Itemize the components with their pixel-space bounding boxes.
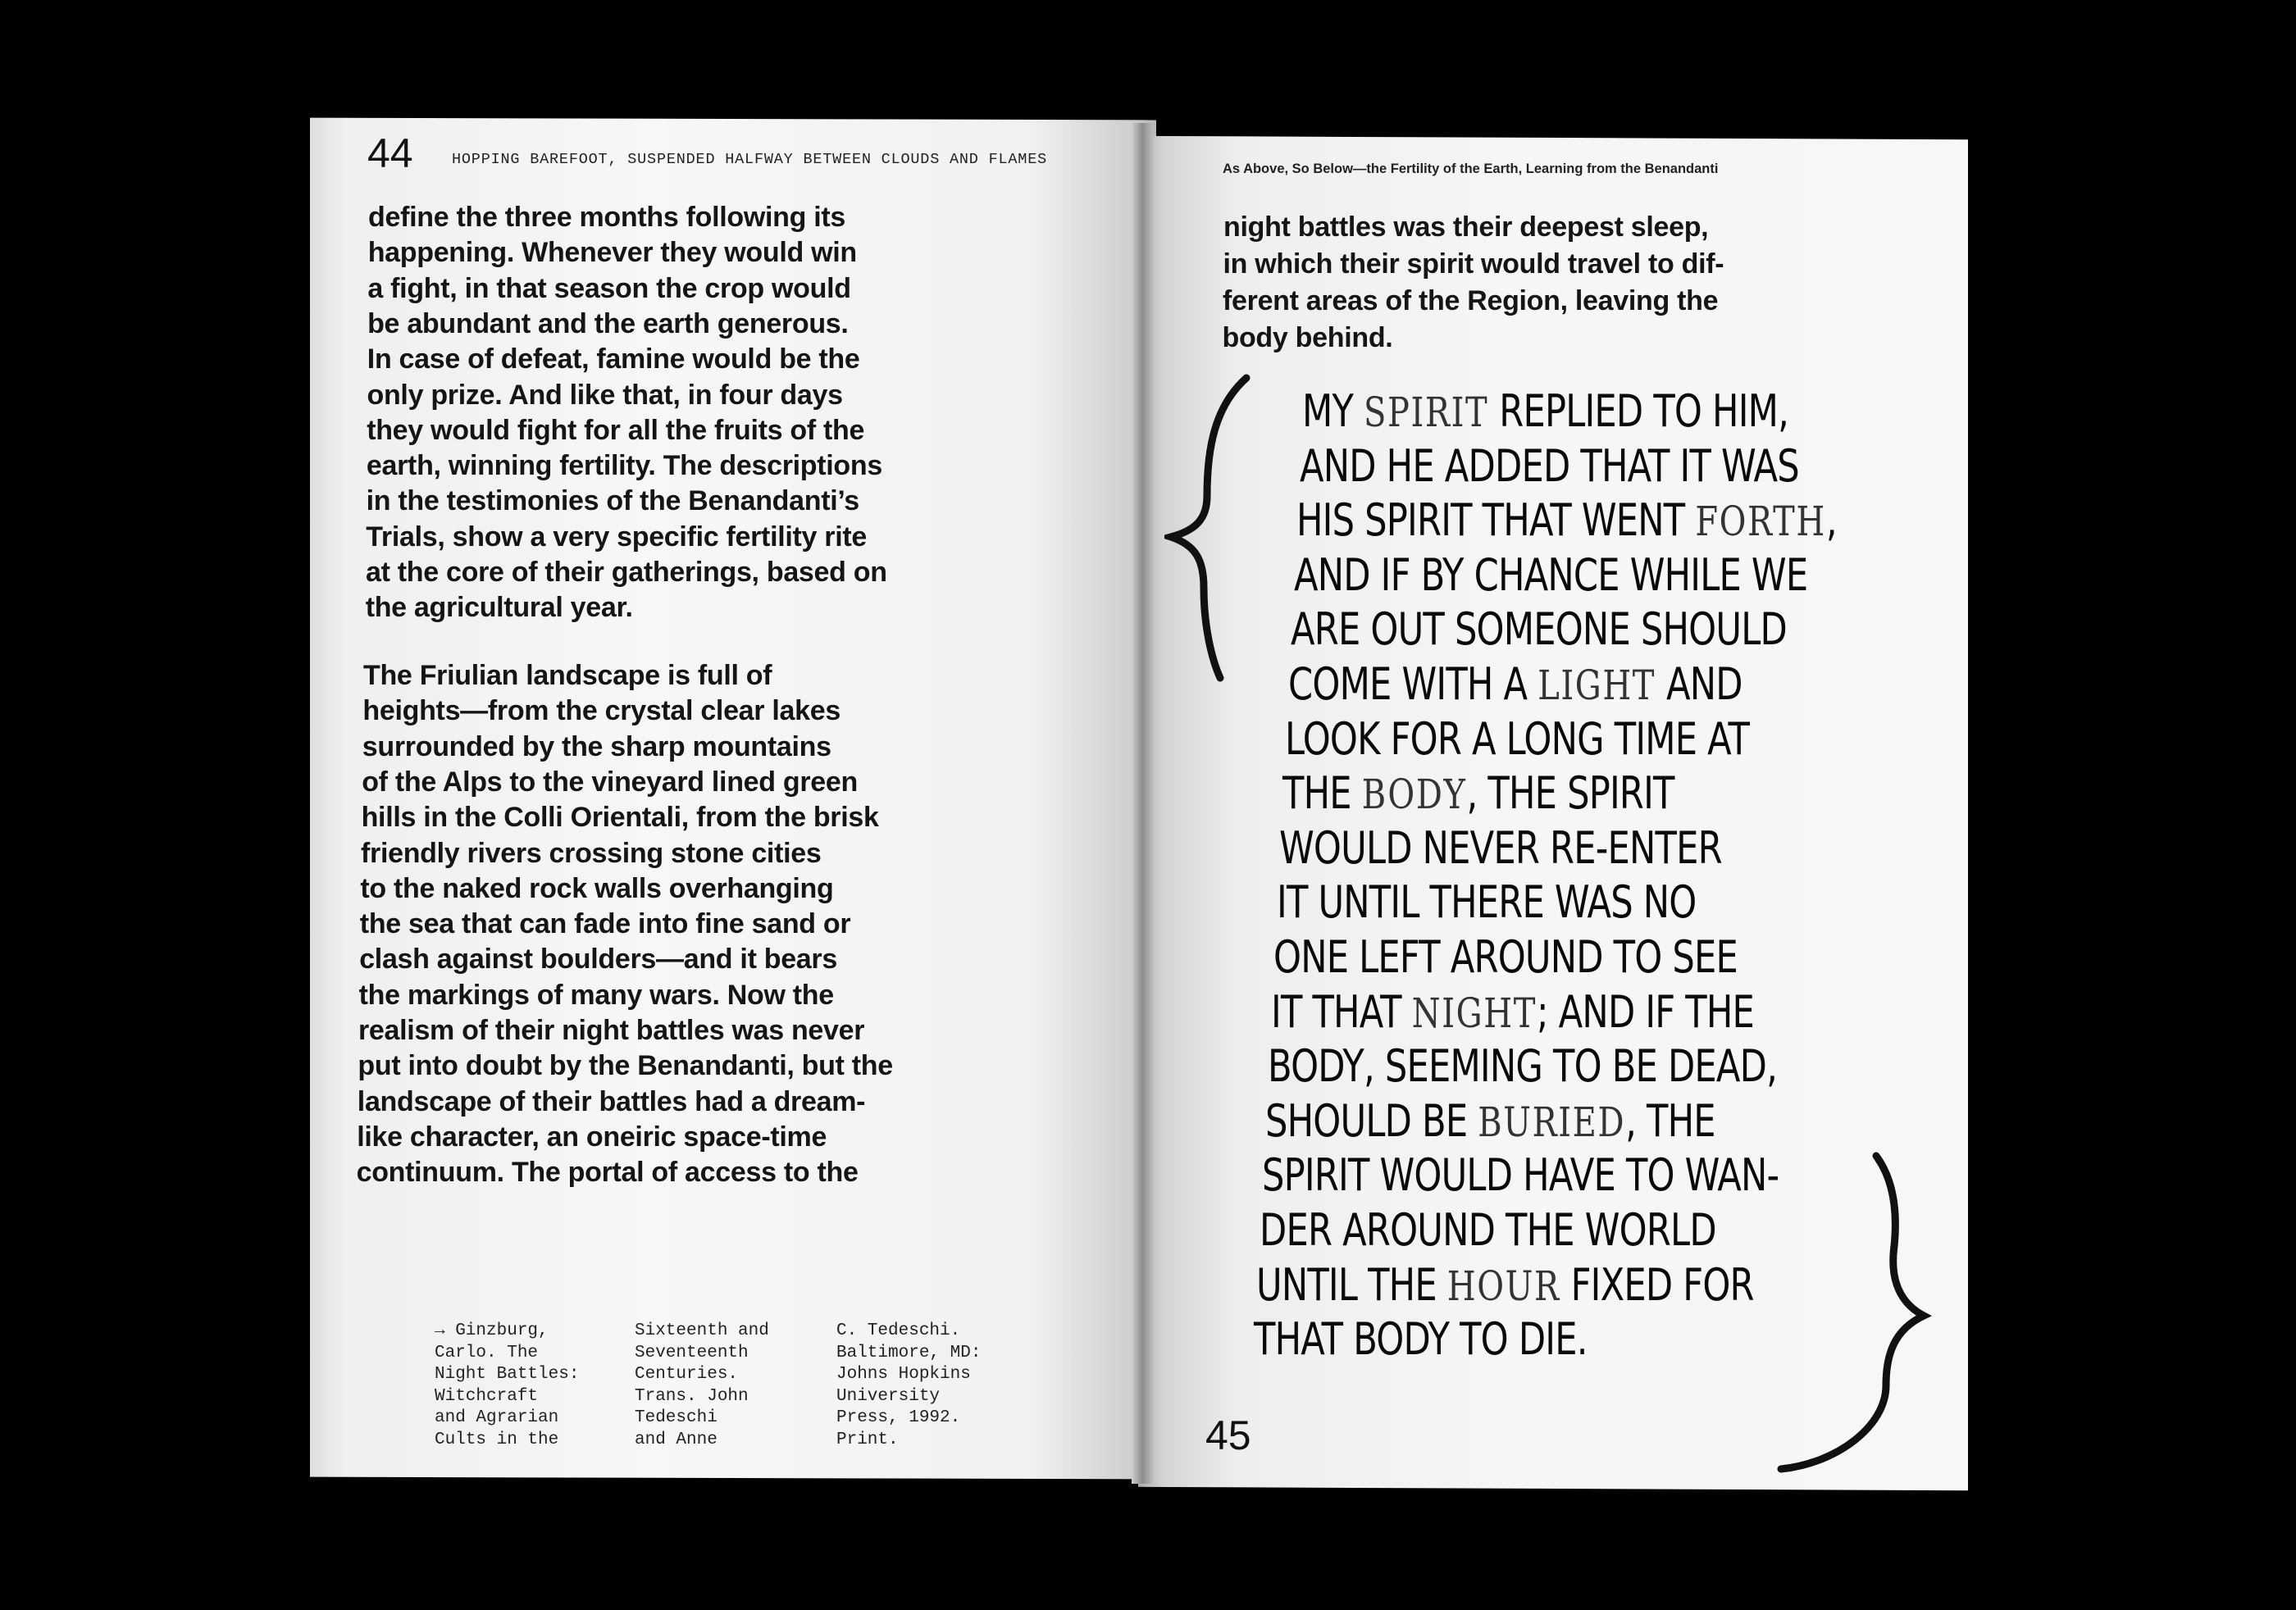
quote-line bbox=[1300, 440, 1799, 492]
text-line: earth, winning fertility. The descriptions bbox=[366, 450, 882, 482]
text-line: at the core of their gatherings, based on bbox=[366, 557, 887, 588]
quote-line bbox=[1285, 713, 1749, 765]
text-line: the sea that can fade into fine sand or bbox=[359, 908, 851, 940]
quote-line bbox=[1254, 1313, 1588, 1365]
quote-text: UNTIL THE bbox=[1256, 1258, 1447, 1311]
text-line: realism of their night battles was never bbox=[358, 1015, 865, 1046]
footnote-line: C. Tedeschi. bbox=[836, 1321, 961, 1340]
footnote-line: Baltimore, MD: bbox=[836, 1343, 982, 1362]
text-line: The Friulian landscape is full of bbox=[363, 660, 772, 691]
quote-emphasis: SPIRIT bbox=[1364, 389, 1489, 436]
quote-emphasis: FORTH bbox=[1695, 498, 1826, 546]
footnote-line: Seventeenth bbox=[635, 1343, 749, 1362]
quote-line bbox=[1282, 767, 1674, 819]
quote-line bbox=[1265, 1095, 1715, 1147]
text-line: continuum. The portal of access to the bbox=[356, 1157, 859, 1189]
quote-text: BODY, SEEMING TO BE DEAD, bbox=[1268, 1040, 1778, 1093]
footnote-line: and Anne bbox=[635, 1430, 718, 1449]
left-brace-icon bbox=[1164, 373, 1255, 684]
text-line: of the Alps to the vineyard lined green bbox=[362, 766, 858, 798]
footnote-line: University bbox=[836, 1386, 941, 1406]
footnote-line: Centuries. bbox=[635, 1365, 739, 1384]
text-line: like character, an oneiric space-time bbox=[357, 1121, 827, 1153]
footnote-line: Johns Hopkins bbox=[836, 1365, 971, 1384]
footnote-line: Night Battles: bbox=[435, 1365, 580, 1384]
quote-text: SHOULD BE bbox=[1264, 1094, 1478, 1147]
page-number-right: 45 bbox=[1205, 1412, 1251, 1458]
right-brace-icon bbox=[1771, 1148, 1943, 1476]
quote-text: AND bbox=[1655, 658, 1742, 710]
text-line: friendly rivers crossing stone cities bbox=[361, 837, 822, 869]
quote-text: , THE SPIRIT bbox=[1466, 767, 1674, 820]
text-line: heights—from the crystal clear lakes bbox=[362, 695, 840, 727]
text-line: be abundant and the earth generous. bbox=[367, 307, 849, 339]
quote-text: WOULD NEVER RE-ENTER bbox=[1279, 821, 1722, 874]
quote-text: ONE LEFT AROUND TO SEE bbox=[1273, 931, 1738, 983]
quote-line bbox=[1288, 658, 1742, 710]
quote-text: THAT BODY TO DIE. bbox=[1253, 1313, 1588, 1366]
quote-text: REPLIED TO HIM, bbox=[1488, 385, 1789, 437]
text-line: surrounded by the sharp mountains bbox=[362, 730, 831, 762]
footnote-line: Trans. John bbox=[635, 1386, 749, 1406]
quote-text: LOOK FOR A LONG TIME AT bbox=[1285, 712, 1750, 765]
footnote-line: Tedeschi bbox=[635, 1408, 718, 1427]
quote-text: , THE bbox=[1624, 1094, 1715, 1147]
quote-line bbox=[1296, 494, 1837, 546]
footnote-line: Press, 1992. bbox=[836, 1408, 961, 1427]
text-line: the agricultural year. bbox=[365, 592, 633, 624]
quote-line bbox=[1260, 1204, 1716, 1256]
quote-line bbox=[1256, 1259, 1754, 1311]
quote-line bbox=[1277, 876, 1697, 928]
footnote-line: Carlo. The bbox=[435, 1343, 539, 1362]
quote-line bbox=[1271, 986, 1754, 1038]
text-line: in which their spirit would travel to dif- bbox=[1223, 248, 1724, 280]
quote-text: IT THAT bbox=[1270, 985, 1412, 1038]
footnote-line: Cults in the bbox=[435, 1430, 559, 1449]
quote-text: AND IF BY CHANCE WHILE WE bbox=[1293, 548, 1807, 601]
running-head-left: HOPPING BAREFOOT, SUSPENDED HALFWAY BETWEEN CLOUDS AND FLAMES bbox=[452, 151, 1048, 168]
footnote-line: Print. bbox=[836, 1430, 899, 1449]
quote-line bbox=[1302, 385, 1788, 437]
quote-text: AND HE ADDED THAT IT WAS bbox=[1299, 439, 1799, 492]
text-line: in the testimonies of the Benandanti’s bbox=[366, 485, 859, 517]
quote-emphasis: BODY bbox=[1361, 771, 1467, 819]
quote-line bbox=[1273, 931, 1738, 983]
text-line: a fight, in that season the crop would bbox=[367, 272, 851, 304]
quote-text: MY bbox=[1302, 385, 1364, 437]
text-line: landscape of their battles had a dream- bbox=[357, 1085, 866, 1117]
quote-emphasis: LIGHT bbox=[1537, 662, 1656, 709]
quote-text: , bbox=[1825, 494, 1837, 547]
text-line: night battles was their deepest sleep, bbox=[1223, 211, 1709, 243]
quote-line bbox=[1262, 1149, 1779, 1201]
quote-text: ; AND IF THE bbox=[1536, 985, 1754, 1038]
text-line: the markings of many wars. Now the bbox=[358, 979, 834, 1011]
text-line: ferent areas of the Region, leaving the bbox=[1223, 285, 1719, 316]
quote-line bbox=[1294, 549, 1807, 601]
quote-text: HIS SPIRIT THAT WENT bbox=[1296, 494, 1696, 547]
quote-line bbox=[1291, 603, 1787, 655]
text-line: to the naked rock walls overhanging bbox=[360, 872, 834, 904]
quote-text: THE bbox=[1282, 767, 1362, 820]
quote-text: ARE OUT SOMEONE SHOULD bbox=[1291, 603, 1787, 656]
text-line: only prize. And like that, in four days bbox=[367, 379, 843, 411]
footnote-line: and Agrarian bbox=[435, 1408, 559, 1427]
quote-text: DER AROUND THE WORLD bbox=[1259, 1204, 1716, 1256]
footnote-line: Witchcraft bbox=[435, 1386, 539, 1406]
text-line: clash against boulders—and it bears bbox=[359, 944, 837, 976]
text-line: Trials, show a very specific fertility rite bbox=[366, 521, 868, 553]
quote-line bbox=[1268, 1040, 1777, 1092]
quote-text: COME WITH A bbox=[1287, 658, 1538, 710]
text-line: they would fight for all the fruits of the bbox=[367, 414, 865, 446]
quote-emphasis: NIGHT bbox=[1411, 989, 1537, 1037]
footnote-line: → Ginzburg, bbox=[435, 1321, 549, 1340]
quote-text: FIXED FOR bbox=[1560, 1258, 1754, 1311]
footnote-line: Sixteenth and bbox=[635, 1321, 769, 1340]
quote-emphasis: HOUR bbox=[1446, 1262, 1560, 1310]
quote-text: SPIRIT WOULD HAVE TO WAN- bbox=[1262, 1149, 1779, 1202]
text-line: hills in the Colli Orientali, from the brisk bbox=[361, 802, 879, 834]
text-line: body behind. bbox=[1222, 322, 1393, 353]
text-line: happening. Whenever they would win bbox=[367, 237, 857, 269]
text-line: In case of defeat, famine would be the bbox=[367, 343, 860, 375]
text-line: define the three months following its bbox=[368, 202, 846, 233]
text-line: put into doubt by the Benandanti, but the bbox=[358, 1050, 893, 1082]
running-head-right: As Above, So Below—the Fertility of the Earth, Learning from the Benandanti bbox=[1223, 161, 1719, 176]
book-gutter bbox=[1132, 123, 1153, 1484]
page-number-left: 44 bbox=[367, 130, 413, 176]
quote-emphasis: BURIED bbox=[1477, 1098, 1625, 1146]
quote-line bbox=[1279, 822, 1722, 874]
quote-text: IT UNTIL THERE WAS NO bbox=[1276, 876, 1697, 929]
